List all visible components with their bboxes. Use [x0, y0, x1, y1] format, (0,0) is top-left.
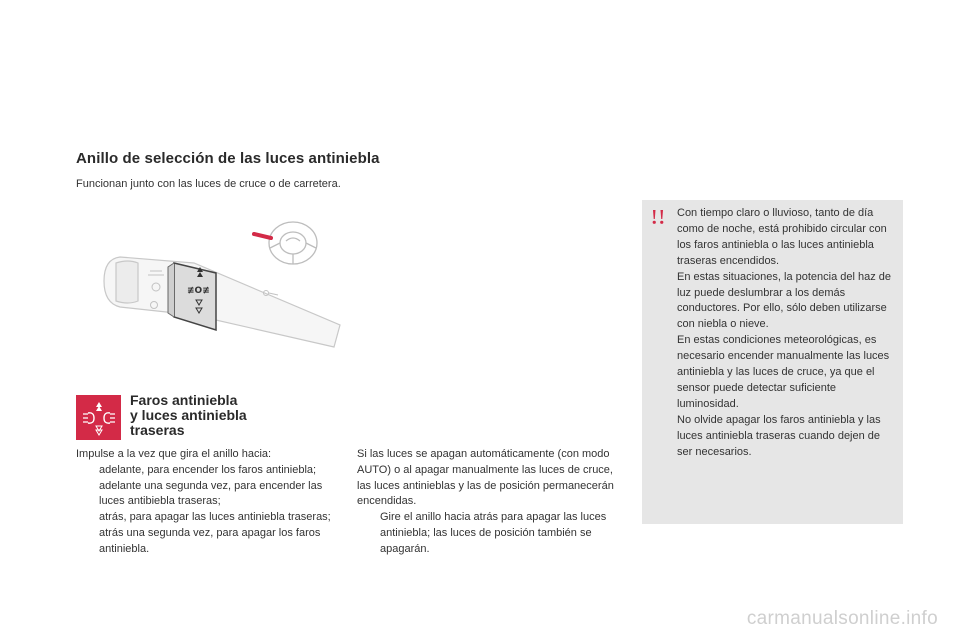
- auto-mode-paragraph: Si las luces se apagan automáticamente (con modo AUTO) o al apagar manualmente las luces de cruce, las luces antinieblas y las de posición permanecerán encendidas.: [357, 448, 614, 508]
- list-item: Gire el anillo hacia atrás para apagar las luces antiniebla; las luces de posición también se apagarán.: [380, 511, 607, 555]
- warning-paragraph: No olvide apagar los faros antiniebla y las luces antiniebla traseras cuando dejen de ser necesarios.: [677, 413, 881, 458]
- warning-paragraph: Con tiempo claro o lluvioso, tanto de día como de noche, está prohibido circular con los faros antiniebla o las luces antiniebla traseras encendidos.: [677, 207, 887, 267]
- section-intro: Funcionan junto con las luces de cruce o de carretera.: [76, 178, 341, 190]
- heading-line: Faros antiniebla: [130, 392, 238, 408]
- warning-box: [642, 200, 903, 524]
- section-title: Anillo de selección de las luces antiniebla: [76, 150, 380, 167]
- warning-exclamation-icon: [650, 209, 666, 225]
- left-lead: Impulse a la vez que gira el anillo hacia:: [76, 448, 272, 460]
- left-column: [76, 447, 334, 558]
- list-item: adelante, para encender los faros antiniebla;: [99, 463, 317, 476]
- warning-paragraph: En estas condiciones meteorológicas, es necesario encender manualmente las luces antiniebla y las luces de cruce, ya que el sensor puede detectar suficiente luminosidad.: [677, 334, 890, 410]
- fog-lights-heading: [130, 393, 330, 438]
- warning-paragraph: En estas situaciones, la potencia del haz de luz puede deslumbrar a los demás conductores. Por ello, sólo deben utilizarse con niebla o nieve.: [677, 270, 892, 331]
- fog-selection-ring: [168, 263, 216, 330]
- light-stalk-illustration: [90, 215, 350, 355]
- stalk-body: [104, 257, 340, 347]
- fog-lights-icon: [76, 395, 121, 440]
- svg-text:≢O≢: ≢O≢: [187, 286, 210, 296]
- list-item: atrás, para apagar las luces antiniebla traseras;: [99, 511, 331, 524]
- steering-wheel-icon: [269, 222, 317, 264]
- warning-text: [677, 206, 895, 461]
- middle-column: [357, 447, 627, 558]
- list-item: adelante una segunda vez, para encender las luces antibiebla traseras;: [99, 479, 323, 508]
- heading-line: traseras: [130, 422, 185, 438]
- heading-line: y luces antiniebla: [130, 407, 247, 423]
- list-item: atrás una segunda vez, para apagar los faros antiniebla.: [99, 526, 321, 555]
- watermark: carmanualsonline.info: [746, 608, 938, 629]
- stalk-highlight: [254, 234, 271, 238]
